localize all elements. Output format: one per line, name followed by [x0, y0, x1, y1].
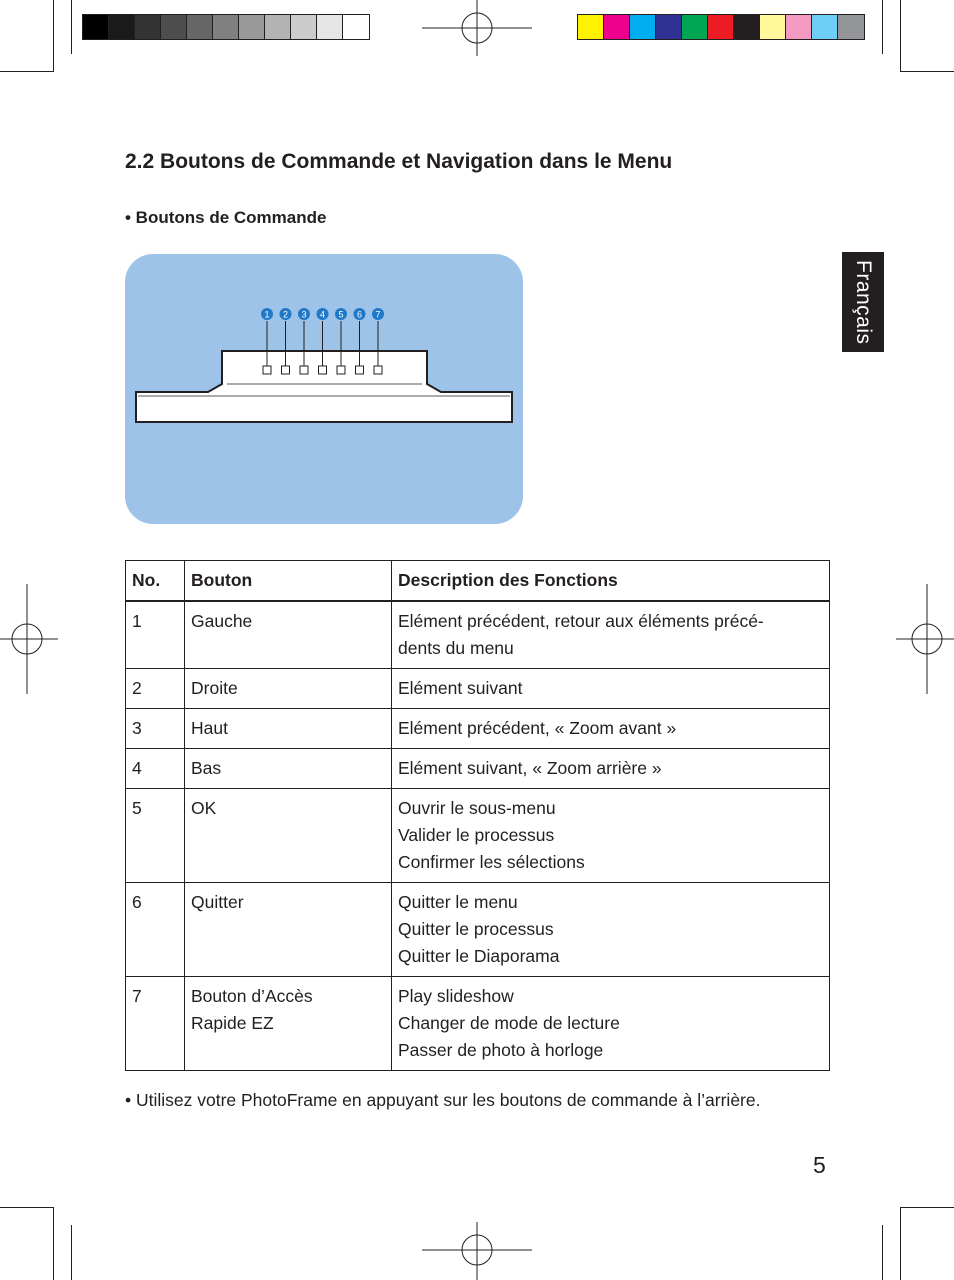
cell-no: 2 [126, 669, 185, 709]
cell-description-line: Ouvrir le sous-menu [398, 798, 556, 818]
cell-button-line: Bouton d’Accès [191, 986, 313, 1006]
cell-button [185, 709, 392, 749]
cell-description-line: Play slideshow [398, 986, 514, 1006]
frame-button [319, 366, 327, 374]
cell-description-line: Elément suivant [398, 678, 523, 698]
cell-no: 6 [126, 883, 185, 977]
frame-button [300, 366, 308, 374]
subsection-heading: • Boutons de Commande [125, 208, 327, 227]
table-row [126, 977, 830, 1071]
cell-button-line: OK [191, 798, 217, 818]
gray-swatch [265, 15, 291, 39]
cell-description-line: Elément précédent, retour aux éléments précé- [398, 611, 764, 631]
color-swatch [786, 15, 812, 39]
frame-button [356, 366, 364, 374]
cell-description-line: Quitter le processus [398, 919, 554, 939]
gray-swatch [317, 15, 343, 39]
usage-note: • Utilisez votre PhotoFrame en appuyant sur les boutons de commande à l’arrière. [125, 1090, 761, 1110]
table-row [126, 789, 830, 883]
cell-button [185, 883, 392, 977]
button-number-label: 3 [301, 309, 307, 320]
cell-no: 3 [126, 709, 185, 749]
table-row [126, 709, 830, 749]
color-swatch [682, 15, 708, 39]
cell-no: 7 [126, 977, 185, 1071]
color-swatch [708, 15, 734, 39]
color-swatch [760, 15, 786, 39]
header-button: Bouton [185, 561, 392, 602]
table-row [126, 749, 830, 789]
cell-button-line: Quitter [191, 892, 244, 912]
button-number-label: 1 [264, 309, 270, 320]
registration-mark-top [422, 0, 532, 60]
cell-description [392, 601, 830, 669]
gray-swatch [109, 15, 135, 39]
gray-swatch [239, 15, 265, 39]
frame-button [263, 366, 271, 374]
cell-description-line: Quitter le menu [398, 892, 518, 912]
cell-button-line: Bas [191, 758, 222, 778]
page-number: 5 [813, 1152, 826, 1178]
registration-mark-bottom [422, 1222, 532, 1280]
buttons-table [125, 560, 830, 1071]
frame-button [337, 366, 345, 374]
button-number-label: 4 [319, 309, 326, 320]
cell-description [392, 883, 830, 977]
gray-swatch [213, 15, 239, 39]
color-swatch [630, 15, 656, 39]
registration-mark-right [896, 584, 954, 694]
cell-description [392, 749, 830, 789]
gray-swatch [343, 15, 369, 39]
cell-description-line: Quitter le Diaporama [398, 946, 560, 966]
header-description: Description des Fonctions [392, 561, 830, 602]
cell-description [392, 789, 830, 883]
grayscale-calibration-strip [82, 14, 370, 40]
cell-no: 1 [126, 601, 185, 669]
cell-button-line: Gauche [191, 611, 253, 631]
color-swatch [578, 15, 604, 39]
language-tab [842, 252, 884, 352]
gray-swatch [187, 15, 213, 39]
table-header-row [126, 561, 830, 602]
button-number-label: 2 [282, 309, 289, 320]
button-number-label: 5 [338, 309, 344, 320]
cell-description-line: Elément suivant, « Zoom arrière » [398, 758, 662, 778]
color-calibration-strip [577, 14, 865, 40]
cell-button [185, 749, 392, 789]
cell-description-line: Valider le processus [398, 825, 555, 845]
color-swatch [812, 15, 838, 39]
cell-no: 4 [126, 749, 185, 789]
frame-button [374, 366, 382, 374]
cell-button [185, 669, 392, 709]
color-swatch [656, 15, 682, 39]
color-swatch [604, 15, 630, 39]
color-swatch [734, 15, 760, 39]
cell-description-line: dents du menu [398, 638, 514, 658]
cell-description-line: Changer de mode de lecture [398, 1013, 620, 1033]
table-row [126, 669, 830, 709]
gray-swatch [83, 15, 109, 39]
frame-button [282, 366, 290, 374]
button-number-label: 6 [356, 309, 363, 320]
cell-button-line: Rapide EZ [191, 1013, 274, 1033]
header-no: No. [126, 561, 185, 602]
gray-swatch [135, 15, 161, 39]
cell-button-line: Droite [191, 678, 238, 698]
cell-button-line: Haut [191, 718, 228, 738]
cell-description [392, 709, 830, 749]
section-heading: 2.2 Boutons de Commande et Navigation dans le Menu [125, 150, 673, 173]
cell-description-line: Confirmer les sélections [398, 852, 585, 872]
cell-description [392, 977, 830, 1071]
gray-swatch [291, 15, 317, 39]
language-tab-label: Français [852, 259, 875, 345]
cell-button [185, 789, 392, 883]
control-buttons-diagram [125, 254, 523, 524]
color-swatch [838, 15, 864, 39]
cell-description-line: Elément précédent, « Zoom avant » [398, 718, 677, 738]
cell-description-line: Passer de photo à horloge [398, 1040, 604, 1060]
cell-button [185, 601, 392, 669]
registration-mark-left [0, 584, 58, 694]
table-row [126, 601, 830, 669]
cell-button [185, 977, 392, 1071]
table-row [126, 883, 830, 977]
cell-description [392, 669, 830, 709]
cell-no: 5 [126, 789, 185, 883]
button-number-label: 7 [375, 309, 381, 320]
gray-swatch [161, 15, 187, 39]
